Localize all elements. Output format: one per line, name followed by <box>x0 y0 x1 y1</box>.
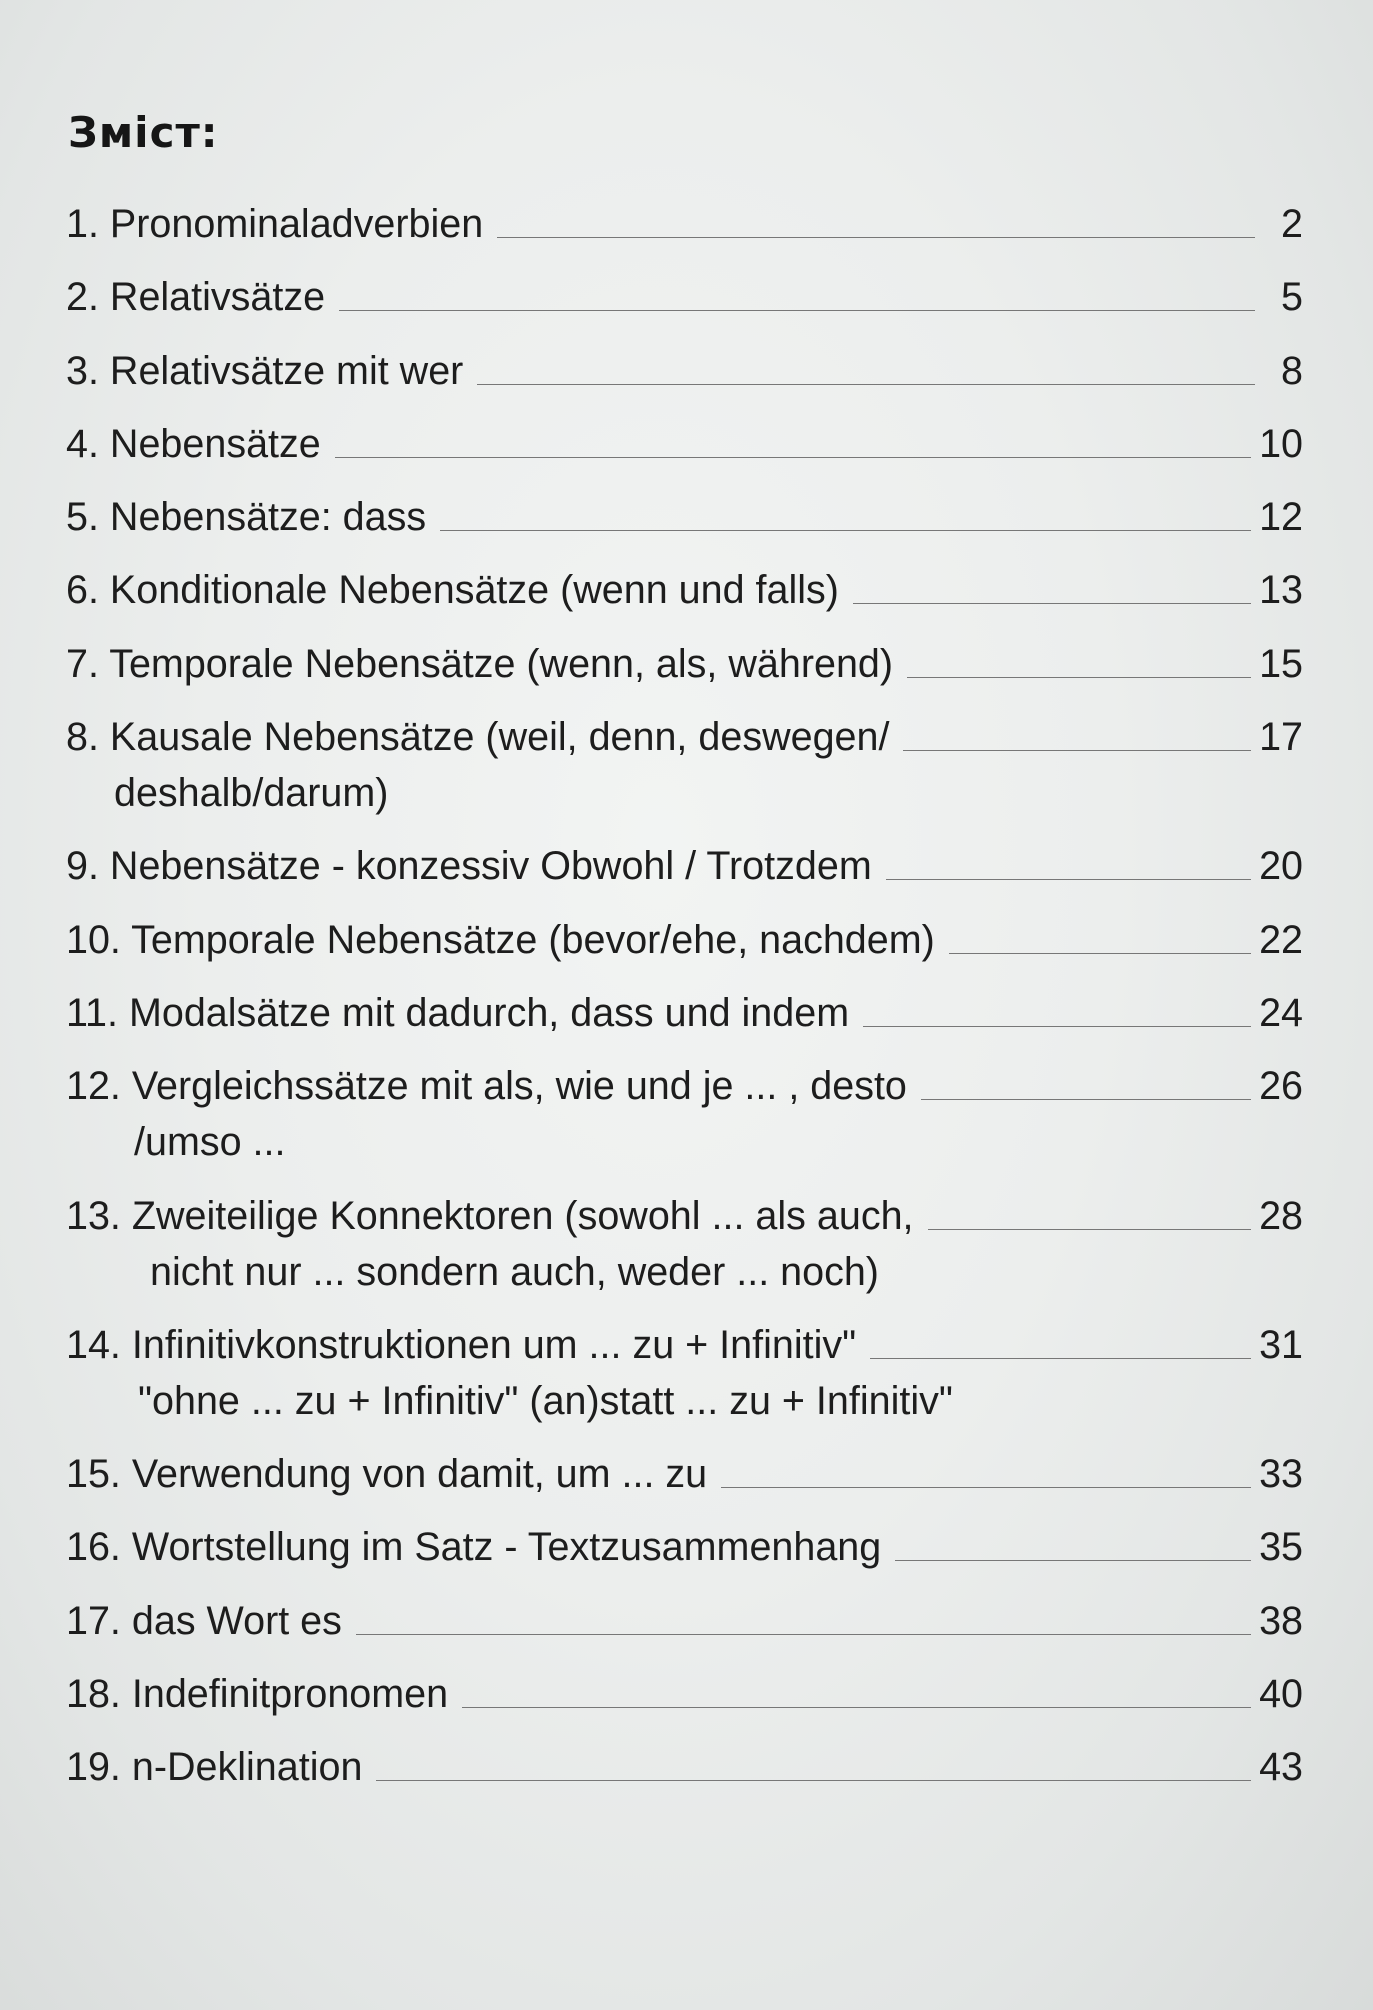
toc-entry-label: 11. Modalsätze mit dadurch, dass und indem <box>66 990 850 1035</box>
dotted-leader <box>462 1707 1251 1708</box>
toc-entry-page: 26 <box>1259 1064 1303 1109</box>
toc-entry <box>66 489 1303 545</box>
dotted-leader <box>497 237 1255 238</box>
toc-entry-label: 9. Nebensätze - konzessiv Obwohl / Trotzdem <box>66 844 872 889</box>
toc-entry <box>66 1519 1303 1575</box>
toc-entry-page: 35 <box>1259 1525 1303 1570</box>
toc-entry-page: 2 <box>1281 202 1303 246</box>
toc-entry-label: 13. Zweiteilige Konnektoren (sowohl ... als auch, <box>66 1193 914 1238</box>
dotted-leader <box>853 603 1251 604</box>
toc-entry-page: 10 <box>1259 421 1303 466</box>
toc-entry-label: 15. Verwendung von damit, um ... zu <box>66 1452 708 1497</box>
toc-entry <box>66 562 1303 618</box>
toc-entry-page: 24 <box>1259 990 1303 1035</box>
toc-entry-continuation: nicht nur ... sondern auch, weder ... noch) <box>150 1249 879 1294</box>
dotted-leader <box>870 1358 1251 1359</box>
toc-entry-page: 28 <box>1259 1193 1303 1238</box>
toc-entry <box>66 1446 1303 1502</box>
toc-entry-label: 19. n-Deklination <box>66 1745 363 1790</box>
toc-entry-label: 6. Konditionale Nebensätze (wenn und falls) <box>66 568 839 613</box>
toc-entry <box>66 636 1303 692</box>
toc-entry-page: 13 <box>1259 568 1303 613</box>
toc-entry-page: 22 <box>1259 917 1303 962</box>
toc-entry-page: 17 <box>1259 715 1303 760</box>
toc-entry <box>66 269 1303 325</box>
toc-entry-page: 43 <box>1259 1745 1303 1790</box>
dotted-leader <box>886 879 1251 880</box>
toc-entry-continuation: /umso ... <box>134 1120 286 1165</box>
toc-entry <box>66 1317 1303 1429</box>
toc-entry-page: 12 <box>1259 495 1303 540</box>
toc-entry-label: 8. Kausale Nebensätze (weil, denn, deswegen/ <box>66 715 890 760</box>
toc-entry-page: 40 <box>1259 1672 1303 1717</box>
dotted-leader <box>949 953 1251 954</box>
toc-entry-page: 15 <box>1259 641 1303 686</box>
toc-entry-label: 17. das Wort es <box>66 1598 342 1643</box>
toc-entry <box>66 709 1303 821</box>
toc-entry-label: 4. Nebensätze <box>66 421 321 466</box>
toc-entry-label: 10. Temporale Nebensätze (bevor/ehe, nachdem) <box>66 917 935 962</box>
toc-list <box>66 196 1303 1813</box>
toc-entry <box>66 1739 1303 1795</box>
toc-entry-page: 8 <box>1281 348 1303 393</box>
toc-entry <box>66 1058 1303 1170</box>
toc-entry-page: 31 <box>1259 1322 1303 1367</box>
toc-entry <box>66 1188 1303 1300</box>
toc-entry <box>66 196 1303 252</box>
dotted-leader <box>721 1487 1251 1488</box>
dotted-leader <box>928 1229 1252 1230</box>
dotted-leader <box>907 677 1251 678</box>
toc-entry <box>66 985 1303 1041</box>
toc-entry-page: 20 <box>1259 844 1303 889</box>
dotted-leader <box>903 750 1251 751</box>
toc-entry-page: 38 <box>1259 1598 1303 1643</box>
toc-entry <box>66 912 1303 968</box>
toc-heading: Зміст: <box>68 108 219 157</box>
dotted-leader <box>356 1634 1251 1635</box>
toc-entry-label: 14. Infinitivkonstruktionen um ... zu + Infinitiv" <box>66 1322 857 1367</box>
toc-entry-continuation: deshalb/darum) <box>114 771 389 816</box>
toc-entry-label: 2. Relativsätze <box>66 275 326 320</box>
toc-entry-label: 12. Vergleichssätze mit als, wie und je ... , desto <box>66 1064 907 1109</box>
toc-entry-label: 7. Temporale Nebensätze (wenn, als, während) <box>66 641 894 686</box>
toc-entry-label: 3. Relativsätze mit wer <box>66 348 464 393</box>
dotted-leader <box>339 310 1255 311</box>
toc-entry <box>66 1666 1303 1722</box>
toc-entry-label: 18. Indefinitpronomen <box>66 1672 449 1717</box>
toc-entry-label: 16. Wortstellung im Satz - Textzusammenhang <box>66 1525 882 1570</box>
toc-entry <box>66 838 1303 894</box>
dotted-leader <box>921 1099 1251 1100</box>
toc-entry-page: 5 <box>1281 275 1303 320</box>
dotted-leader <box>477 384 1255 385</box>
toc-entry <box>66 416 1303 472</box>
toc-entry-label: 5. Nebensätze: dass <box>66 495 427 540</box>
dotted-leader <box>440 530 1251 531</box>
toc-entry-page: 33 <box>1259 1452 1303 1497</box>
dotted-leader <box>376 1780 1251 1781</box>
dotted-leader <box>335 457 1251 458</box>
toc-entry-label: 1. Pronominaladverbien <box>66 202 484 246</box>
dotted-leader <box>895 1560 1251 1561</box>
toc-entry <box>66 1593 1303 1649</box>
toc-entry <box>66 343 1303 399</box>
toc-entry-continuation: "ohne ... zu + Infinitiv" (an)statt ... zu + Infinitiv" <box>138 1378 953 1423</box>
dotted-leader <box>863 1026 1251 1027</box>
